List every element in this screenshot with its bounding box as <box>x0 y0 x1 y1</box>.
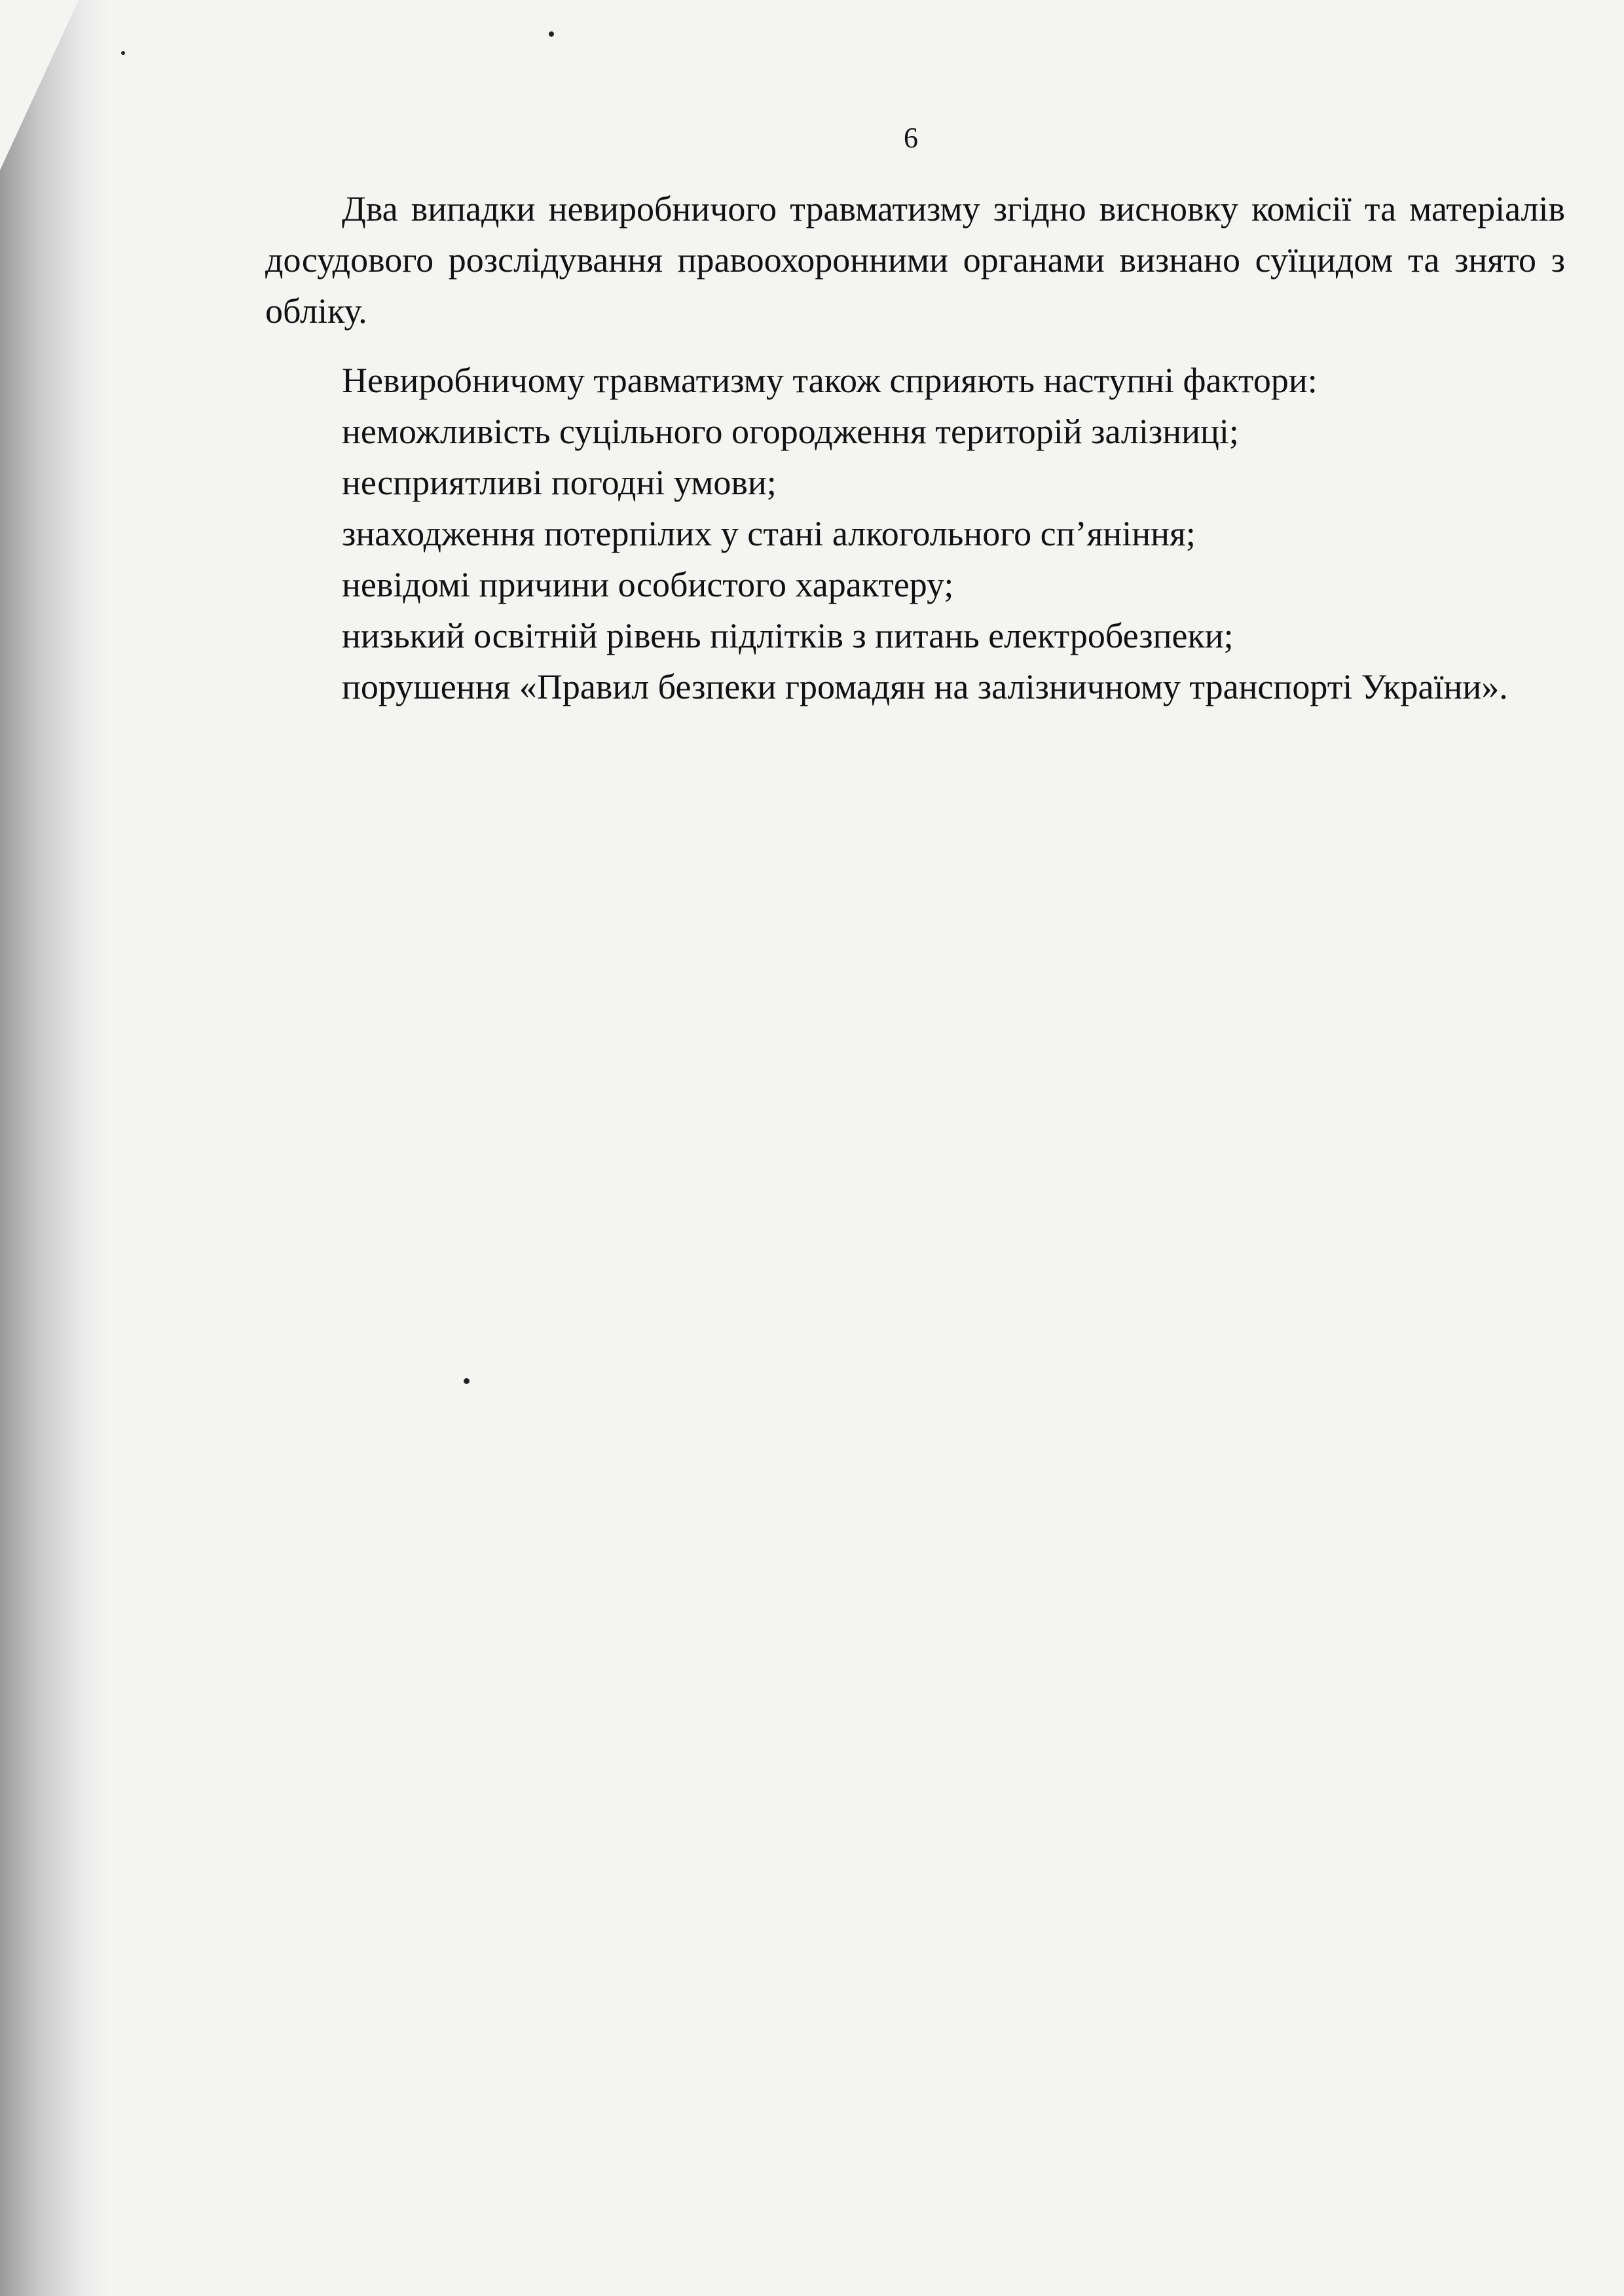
factor-item: неможливість суцільного огородження територій залізниці; <box>342 412 1239 451</box>
factor-item-safety-rules: порушення «Правил безпеки громадян на залізничному транспорті України». <box>342 667 1508 706</box>
page-number: 6 <box>904 122 918 154</box>
paragraph-gap <box>265 337 1565 355</box>
scan-speck <box>121 51 125 55</box>
paragraph-suicide-cases: Два випадки невиробничого травматизму згідно висновку комісії та матеріалів досудового розслідування правоохоронними органами визнано суїцидом та знято з обліку. <box>265 189 1565 331</box>
scan-edge-shadow <box>0 0 111 2296</box>
document-body <box>265 183 1565 712</box>
factor-item: низький освітній рівень підлітків з питань електробезпеки; <box>342 616 1234 655</box>
factor-item: несприятливі погодні умови; <box>342 463 777 502</box>
factors-intro: Невиробничому травматизму також сприяють наступні фактори: <box>342 361 1318 400</box>
scan-speck <box>549 31 554 37</box>
factor-item: невідомі причини особистого характеру; <box>342 565 954 604</box>
factor-item: знаходження потерпілих у стані алкогольного сп’яніння; <box>342 514 1196 553</box>
scan-speck <box>464 1378 470 1384</box>
scan-corner <box>0 0 79 170</box>
